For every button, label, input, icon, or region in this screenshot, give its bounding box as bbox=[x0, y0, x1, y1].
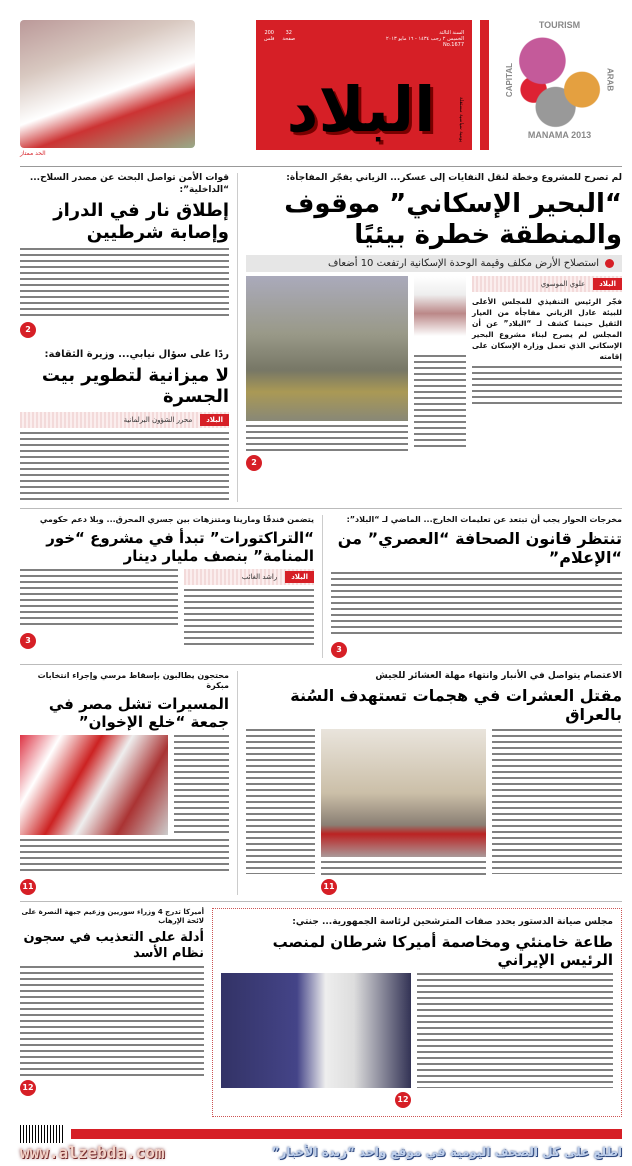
main-body-text bbox=[246, 425, 408, 451]
page-count: 32 bbox=[285, 30, 292, 36]
page-ref-iraq: 11 bbox=[321, 879, 337, 895]
issue-number: No.1677 bbox=[442, 42, 464, 48]
tractors-body bbox=[184, 589, 314, 649]
main-byline bbox=[472, 276, 622, 292]
syria-headline[interactable]: أدلة على التعذيب في سجون نظام الأسد bbox=[23, 930, 204, 962]
iran-headline[interactable]: طاعة خامنئي ومخاصمة أميركا شرطان لمنصب الرئيس الإيراني bbox=[272, 932, 613, 969]
main-headline[interactable]: “البحير الإسكاني” موقوف والمنطقة خطرة بيئيًا bbox=[284, 188, 622, 250]
newspaper-title: البلاد bbox=[286, 73, 436, 146]
khamenei-photo bbox=[221, 973, 411, 1088]
page-ref-main: 2 bbox=[246, 455, 262, 471]
iraq-headline[interactable]: مقتل العشرات في هجمات تستهدف السُنة بالعراق bbox=[290, 686, 622, 725]
main-subheadline-bar bbox=[246, 255, 622, 272]
page-ref-daraz: 2 bbox=[20, 322, 36, 338]
iraq-kicker: الاعتصام يتواصل في الأنبار وانتهاء مهلة العشائر للجيش bbox=[375, 670, 622, 681]
photo-tag: الحد ممتاز bbox=[20, 150, 46, 157]
tractors-kicker: يتضمن فندقًا ومارينا ومتنزهات بين جسري المحرق... وبلا دعم حكومي bbox=[39, 514, 314, 524]
page-ref-iran: 12 bbox=[395, 1092, 411, 1108]
logo-bottom: MANAMA 2013 bbox=[527, 130, 592, 140]
footer-red-bar bbox=[71, 1129, 622, 1139]
byline-author: راشد الغائب bbox=[241, 573, 278, 582]
daraz-headline[interactable]: إطلاق نار في الدراز وإصابة شرطيين bbox=[53, 200, 229, 243]
barcode-icon bbox=[20, 1125, 65, 1143]
byline-tag: البلاد bbox=[285, 571, 314, 583]
byline-tag: البلاد bbox=[593, 278, 622, 290]
egypt-body bbox=[174, 735, 229, 835]
logo-right: ARAB bbox=[605, 68, 615, 92]
culture-byline bbox=[20, 412, 229, 428]
trucks-photo bbox=[246, 276, 408, 421]
culture-body bbox=[20, 432, 229, 502]
byline-tag: البلاد bbox=[200, 414, 229, 426]
syria-kicker: أميركا تدرج 4 وزراء سوريين وزعيم جبهة النصرة على لائحة الإرهاب bbox=[21, 908, 204, 926]
main-body-text-2 bbox=[414, 355, 466, 447]
main-lead[interactable]: فجّر الرئيس التنفيذي للمجلس الأعلى للبيئة عادل الزياني مفاجأة من العيار الثقيل حينما كشف لـ “البلاد” عن أن المجلس لم يصرح لبناء مشروع البحير الإسكاني الذي تعمل وزارة الإسكان على إقامته bbox=[472, 297, 622, 362]
syria-body bbox=[20, 966, 204, 1076]
iraq-caption bbox=[321, 861, 486, 875]
date-line: الخميس ٢ رجب ١٤٣٤ - ١٦ مايو ٢٠١٣ bbox=[385, 36, 464, 42]
egypt-photo bbox=[20, 735, 168, 835]
logo-top: TOURISM bbox=[538, 20, 581, 30]
tractors-byline bbox=[184, 569, 314, 585]
daraz-kicker: قوات الأمن تواصل البحث عن مصدر السلاح... “الداخلية”: bbox=[29, 173, 229, 195]
main-kicker: لم تصرح للمشروع وخطة لنقل النفايات إلى عسكر... الزياني يفجّر المفاجأة: bbox=[286, 173, 622, 183]
byline-author: محرر الشؤون البرلمانية bbox=[123, 415, 193, 424]
tagline: يومية سياسية مستقلة bbox=[458, 96, 464, 142]
logo-left: CAPITAL bbox=[504, 62, 514, 98]
culture-kicker: ردًا على سؤال نيابي... وزيرة الثقافة: bbox=[44, 348, 229, 360]
press-kicker: مخرجات الحوار يجب أن تبتعد عن تعليمات الخارج... الماضي لـ “البلاد”: bbox=[346, 514, 622, 524]
iran-box bbox=[212, 908, 622, 1117]
page-ref-egypt: 11 bbox=[20, 879, 36, 895]
tractors-body-2 bbox=[20, 569, 178, 629]
footer bbox=[20, 1123, 622, 1143]
price-label: فلس bbox=[264, 36, 275, 42]
byline-author: علوي الموسوي bbox=[540, 280, 586, 289]
daraz-body bbox=[20, 248, 229, 318]
iran-kicker: مجلس صيانة الدستور يحدد صفات المترشحين لرئاسة الجمهورية... جنتي: bbox=[292, 917, 613, 928]
masthead-banner bbox=[256, 20, 472, 150]
egypt-kicker: محتجون يطالبون بإسقاط مرسي وإجراء انتخابات مبكرة bbox=[37, 670, 229, 690]
culture-headline[interactable]: لا ميزانية لتطوير بيت الجسرة bbox=[41, 364, 229, 408]
logo-calligraphy-icon bbox=[516, 32, 604, 128]
bullet-icon bbox=[605, 259, 614, 268]
egypt-headline[interactable]: المسيرات تشل مصر في جمعة “خلع الإخوان” bbox=[48, 695, 229, 732]
iran-body bbox=[417, 973, 613, 1088]
masthead-photo bbox=[20, 20, 195, 148]
pages-label: صفحة bbox=[282, 36, 296, 42]
tractors-headline[interactable]: “التراكتورات” تبدأ في مشروع “خور المنامة” بنصف مليار دينار bbox=[46, 529, 314, 566]
iraq-body-2 bbox=[246, 729, 315, 874]
press-headline[interactable]: تنتظر قانون الصحافة “العصري” من “الإعلام” bbox=[337, 529, 622, 568]
official-portrait bbox=[414, 276, 466, 351]
iraq-photo bbox=[321, 729, 486, 857]
egypt-body-2 bbox=[20, 839, 229, 875]
press-body bbox=[331, 572, 622, 638]
masthead-strip bbox=[480, 20, 489, 150]
year-label: السنة الثالثة bbox=[439, 30, 464, 36]
main-subheadline: استصلاح الأرض مكلف وقيمة الوحدة الإسكانية ارتفعت 10 أضعاف bbox=[328, 258, 599, 270]
footer-url[interactable]: www.alzebda.com bbox=[20, 1142, 165, 1162]
masthead bbox=[20, 20, 622, 166]
tourism-logo bbox=[497, 20, 622, 160]
iraq-body bbox=[492, 729, 622, 874]
price: 200 bbox=[264, 30, 274, 36]
main-body-text-3 bbox=[472, 366, 622, 406]
footer-slogan: اطلع على كل الصحف اليومية في موقع واحد “زبدة الأخبار” bbox=[271, 1145, 622, 1160]
page-ref-press: 3 bbox=[331, 642, 347, 658]
page-ref-tractors: 3 bbox=[20, 633, 36, 649]
page-ref-syria: 12 bbox=[20, 1080, 36, 1096]
